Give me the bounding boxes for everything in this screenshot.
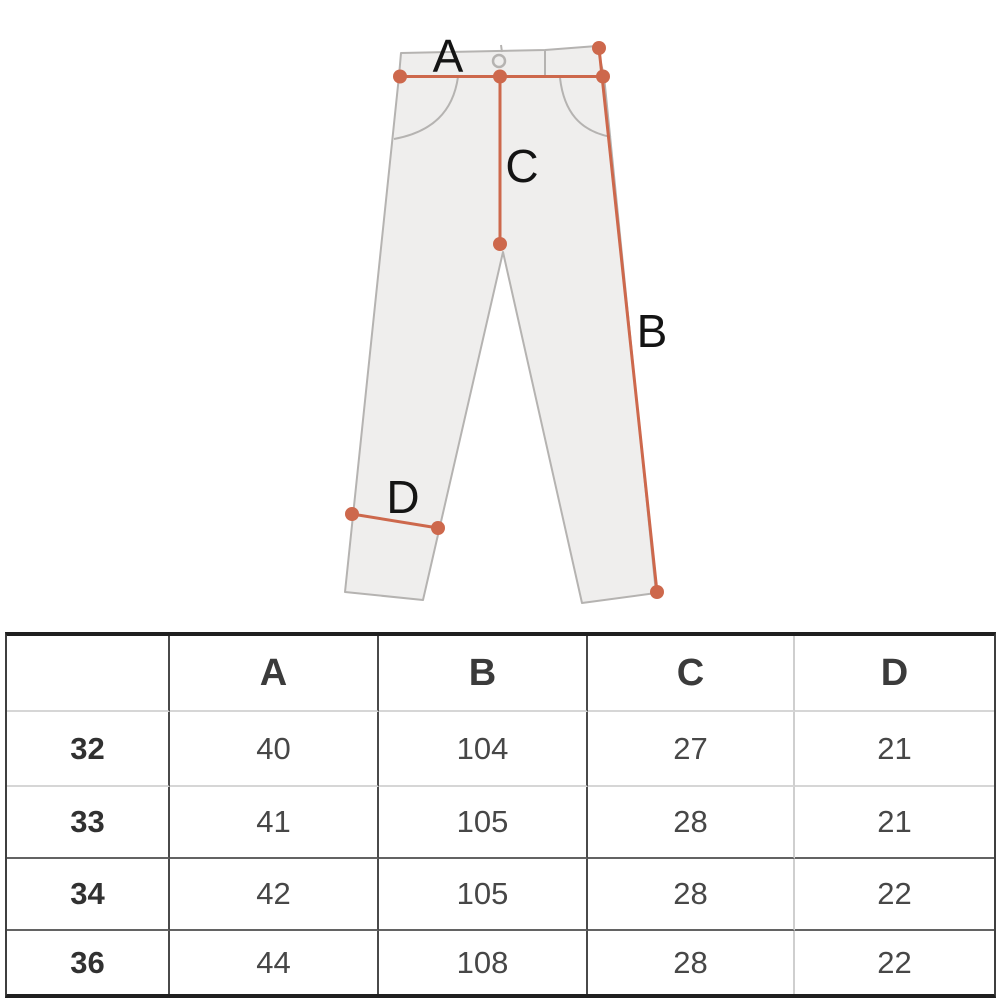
table-header-b: B [379, 636, 588, 712]
endpoint-dot [592, 41, 606, 55]
label-b: B [636, 305, 668, 357]
table-cell: 41 [170, 787, 379, 859]
endpoint-dot [345, 507, 359, 521]
table-cell: 22 [795, 859, 994, 931]
table-cell: 105 [379, 859, 588, 931]
table-cell: 28 [588, 787, 795, 859]
table-cell: 108 [379, 931, 588, 994]
table-header-a: A [170, 636, 379, 712]
table-cell: 104 [379, 712, 588, 787]
label-a: A [432, 30, 464, 82]
table-header-d: D [795, 636, 994, 712]
table-cell: 27 [588, 712, 795, 787]
row-size-label: 34 [7, 859, 170, 931]
table-cell: 21 [795, 787, 994, 859]
label-d: D [386, 471, 420, 523]
table-cell: 44 [170, 931, 379, 994]
endpoint-dot [493, 237, 507, 251]
table-cell: 28 [588, 931, 795, 994]
table-cell: 28 [588, 859, 795, 931]
table-cell: 42 [170, 859, 379, 931]
endpoint-dot [493, 70, 507, 84]
row-size-label: 32 [7, 712, 170, 787]
row-size-label: 36 [7, 931, 170, 994]
endpoint-dot [393, 70, 407, 84]
size-table [5, 632, 996, 998]
table-cell: 21 [795, 712, 994, 787]
table-header-size [7, 636, 170, 712]
table-cell: 105 [379, 787, 588, 859]
label-c: C [505, 140, 539, 192]
table-header-c: C [588, 636, 795, 712]
table-cell: 40 [170, 712, 379, 787]
row-size-label: 33 [7, 787, 170, 859]
endpoint-dot [650, 585, 664, 599]
endpoint-dot [431, 521, 445, 535]
table-cell: 22 [795, 931, 994, 994]
endpoint-dot [596, 70, 610, 84]
belt-notch [501, 45, 502, 52]
